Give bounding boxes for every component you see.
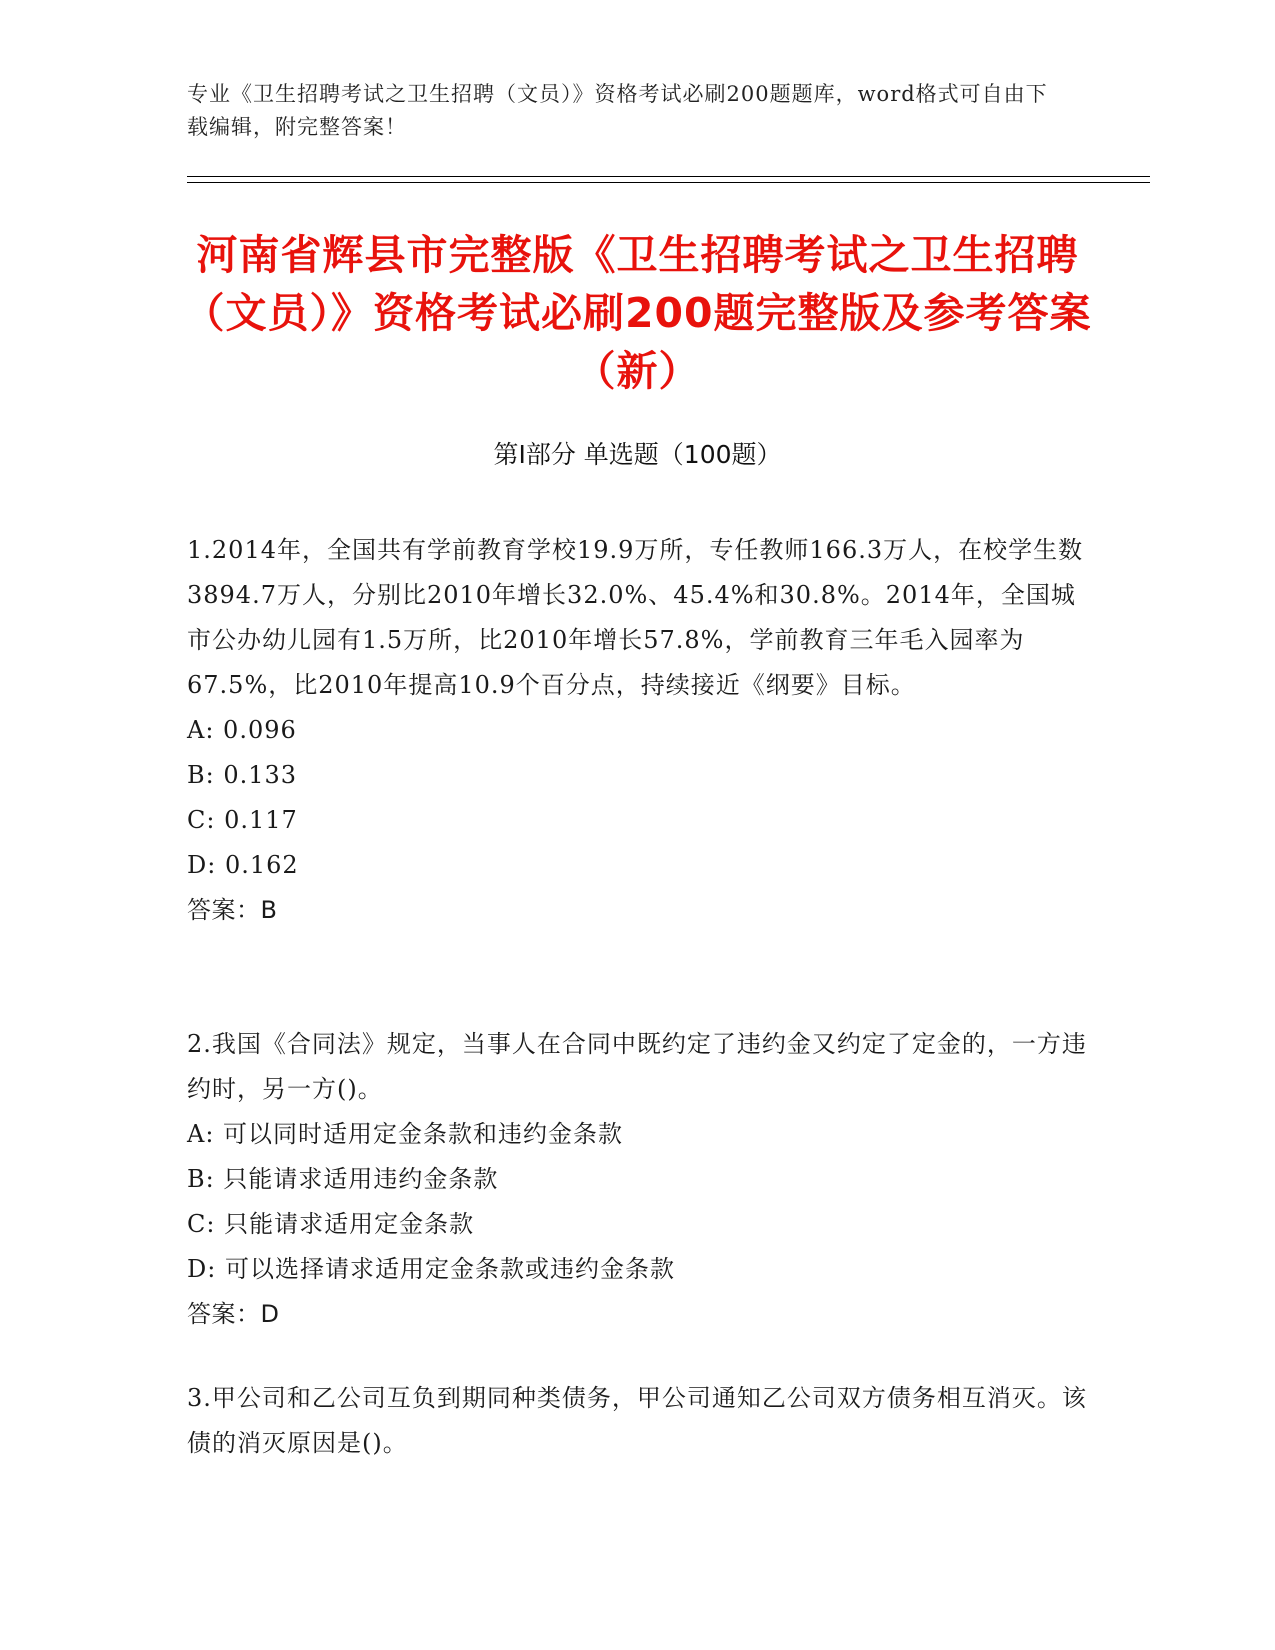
question-stem: 1.2014年，全国共有学前教育学校19.9万所，专任教师166.3万人，在校学生数3894.7万人，分别比2010年增长32.0%、45.4%和30.8%。2014年，全国城市公办幼儿园有1.5万所，比2010年增长57.8%，学前教育三年毛入园率为67.5%，比2010年提高10.9个百分点，持续接近《纲要》目标。	[187, 536, 1084, 699]
option-c: C: 0.117	[187, 806, 298, 834]
question-2	[187, 1022, 1087, 1337]
option-d: D: 可以选择请求适用定金条款或违约金条款	[187, 1255, 675, 1283]
answer: 答案：D	[187, 1300, 280, 1328]
header-rule-bottom	[187, 182, 1150, 183]
option-a: A: 可以同时适用定金条款和违约金条款	[187, 1120, 624, 1148]
option-b: B: 0.133	[187, 761, 298, 789]
option-a: A: 0.096	[187, 716, 297, 744]
question-1	[187, 528, 1087, 933]
option-c: C: 只能请求适用定金条款	[187, 1210, 475, 1238]
option-b: B: 只能请求适用违约金条款	[187, 1165, 499, 1193]
header-note: 专业《卫生招聘考试之卫生招聘（文员）》资格考试必刷200题题库，word格式可自由下载编辑，附完整答案！	[187, 82, 1048, 139]
question-stem: 2.我国《合同法》规定，当事人在合同中既约定了违约金又约定了定金的，一方违约时，另一方()。	[187, 1030, 1087, 1103]
question-3	[187, 1376, 1087, 1466]
answer: 答案：B	[187, 896, 278, 924]
section-title: 第I部分 单选题（100题）	[493, 440, 782, 469]
question-stem: 3.甲公司和乙公司互负到期同种类债务，甲公司通知乙公司双方债务相互消灭。该债的消灭原因是()。	[187, 1384, 1087, 1457]
header-rule-top	[187, 176, 1150, 177]
option-d: D: 0.162	[187, 851, 299, 879]
document-title: 河南省辉县市完整版《卫生招聘考试之卫生招聘（文员）》资格考试必刷200题完整版及参考答案（新）	[183, 231, 1092, 395]
